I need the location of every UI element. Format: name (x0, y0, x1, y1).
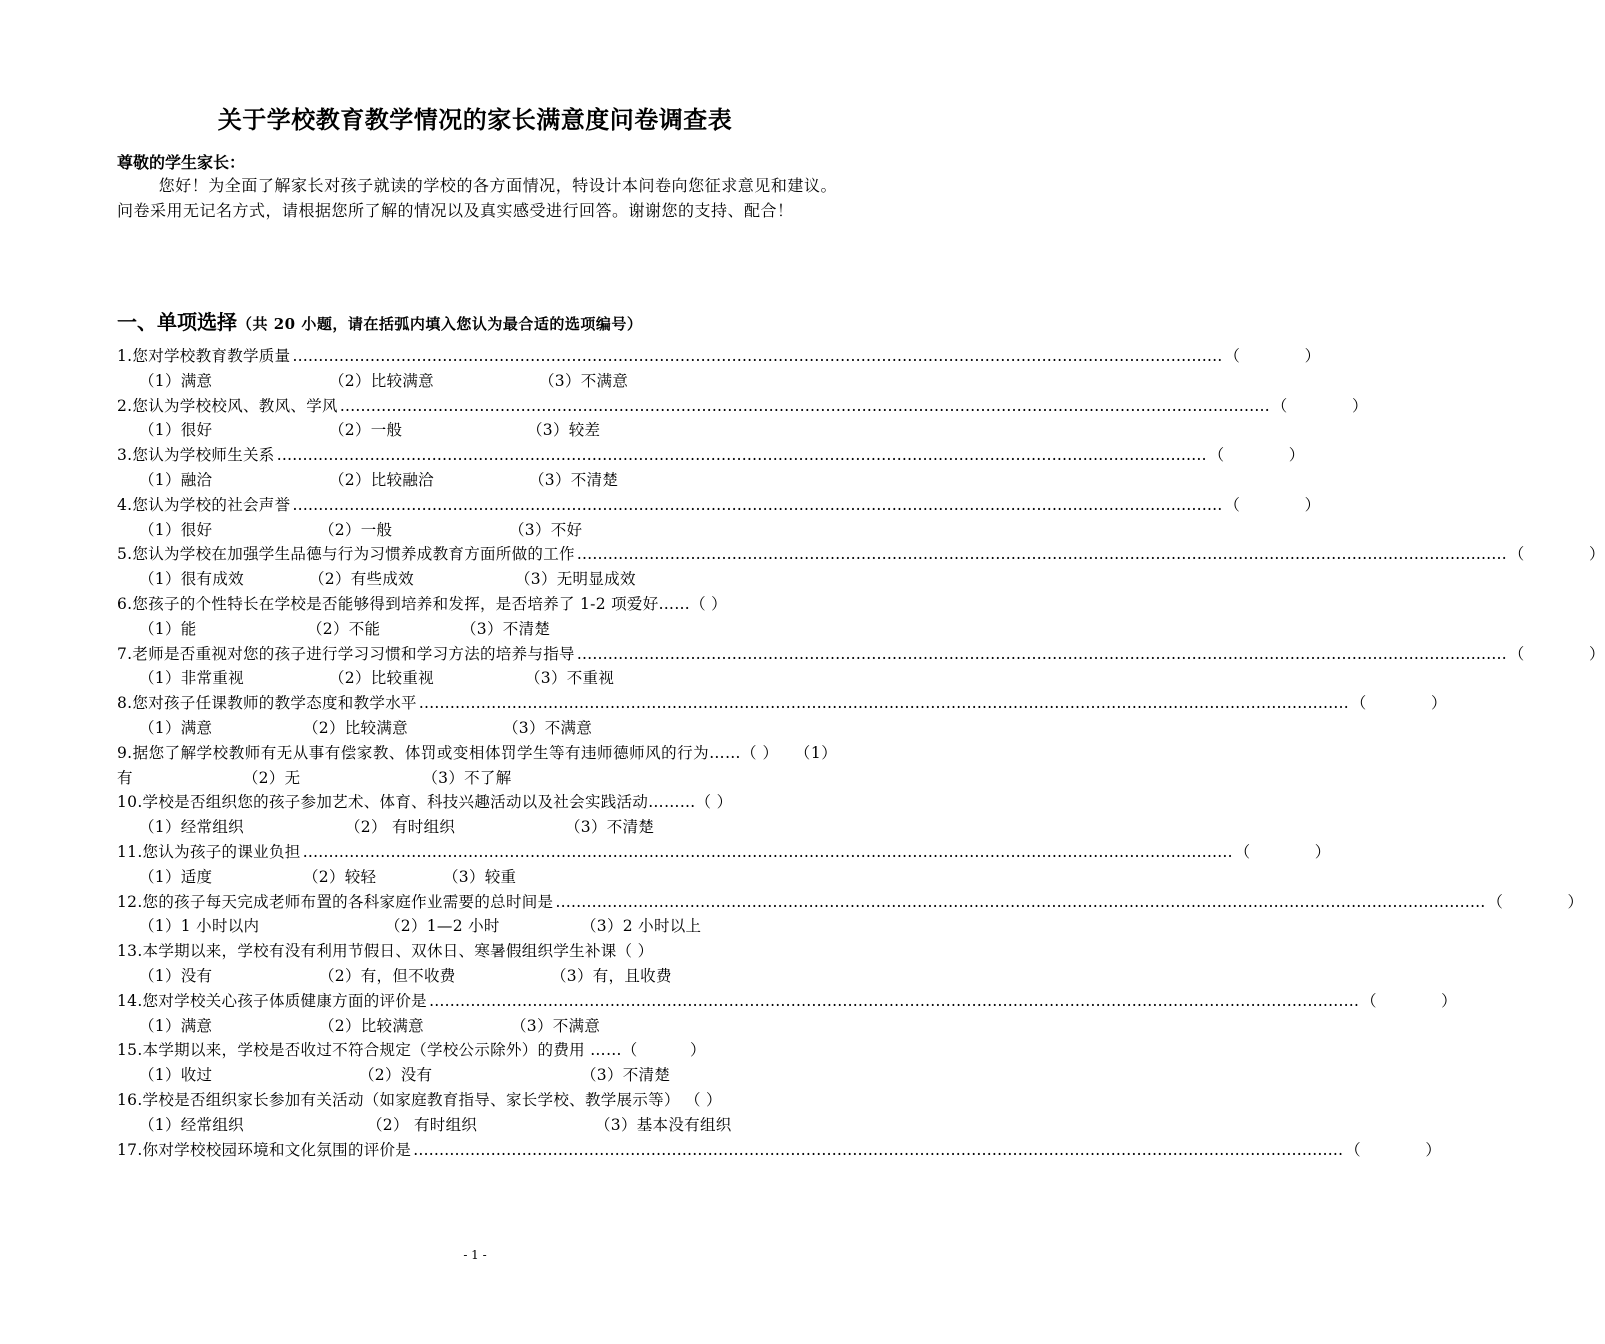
question-11 (117, 840, 1331, 890)
leader-dots: ……………………………………………………………………………………………………………………………………………………………… (292, 495, 1223, 514)
option: （3）不清楚 (565, 818, 655, 837)
option: （1）融洽 (139, 470, 213, 489)
question-10 (117, 790, 837, 840)
leader-dots: ……………………………………………………………………………………………………………………………………………………………… (555, 892, 1486, 911)
question-2 (117, 394, 1368, 444)
option: （1）非常重视 (139, 669, 244, 688)
option: （1）没有 (139, 966, 213, 985)
question-stem: 15.本学期以来，学校是否收过不符合规定（学校公示除外）的费用 …… (117, 1041, 622, 1060)
option: （2）比较满意 (329, 371, 434, 390)
answer-blank[interactable]: （ ） (1508, 545, 1605, 564)
option: （2）一般 (329, 421, 403, 440)
answer-blank[interactable]: （ ） (1508, 644, 1605, 663)
option: （2） 有时组织 (367, 1115, 478, 1134)
question-stem: 6.您孩子的个性特长在学校是否能够得到培养和发挥，是否培养了 1-2 项爱好……（ ） (117, 594, 727, 613)
salutation: 尊敬的学生家长： (117, 153, 246, 172)
option: （3）不满意 (511, 1016, 601, 1035)
option: （2）比较满意 (319, 1016, 424, 1035)
question-stem: 5.您认为学校在加强学生品德与行为习惯养成教育方面所做的工作 (117, 545, 575, 564)
question-3 (117, 443, 1305, 493)
option: （1）能 (139, 619, 197, 638)
question-stem: 4.您认为学校的社会声誉 (117, 495, 291, 514)
answer-blank[interactable]: （ ） (1208, 446, 1305, 465)
question-16 (117, 1088, 837, 1138)
answer-blank[interactable]: （ ） (1271, 396, 1368, 415)
option: （2）1—2 小时 (385, 917, 500, 936)
answer-blank[interactable]: （ ） (1224, 495, 1321, 514)
question-stem: 16.学校是否组织家长参加有关活动（如家庭教育指导、家长学校、教学展示等） （ ） (117, 1090, 722, 1109)
answer-blank[interactable]: （ ） (1345, 1140, 1442, 1159)
option: （2）比较满意 (303, 718, 408, 737)
option: （1）收过 (139, 1066, 213, 1085)
question-stem: 17.你对学校校园环境和文化氛围的评价是 (117, 1140, 412, 1159)
question-stem: 9.据您了解学校教师有无从事有偿家教、体罚或变相体罚学生等有违师德师风的行为……（ ） （1）有 （2）无 （3）不了解 (117, 743, 837, 787)
leader-dots: ……………………………………………………………………………………………………………………………………………………………… (413, 1140, 1344, 1159)
option: （1）有 (117, 743, 837, 787)
leader-dots: ……………………………………………………………………………………………………………………………………………………………… (302, 842, 1233, 861)
question-17 (117, 1138, 1442, 1163)
question-stem: 10.学校是否组织您的孩子参加艺术、体育、科技兴趣活动以及社会实践活动………（ ） (117, 793, 733, 812)
question-12 (117, 890, 1584, 940)
leader-dots: ……………………………………………………………………………………………………………………………………………………………… (276, 446, 1207, 465)
leader-dots: ……………………………………………………………………………………………………………………………………………………………… (292, 347, 1223, 365)
question-stem: 2.您认为学校校风、教风、学风 (117, 396, 338, 415)
option: （2）没有 (359, 1066, 433, 1085)
option: （3）不重视 (525, 669, 615, 688)
option: （3）有，且收费 (551, 966, 672, 985)
section-heading (117, 308, 847, 338)
question-14 (117, 989, 1457, 1039)
answer-blank[interactable]: （ ） (1224, 347, 1321, 365)
leader-dots: ……………………………………………………………………………………………………………………………………………………………… (418, 694, 1349, 713)
option: （2）比较重视 (329, 669, 434, 688)
section-note: （共 20 小题，请在括弧内填入您认为最合适的选项编号） (237, 315, 643, 333)
question-stem: 13.本学期以来，学校有没有利用节假日、双休日、寒暑假组织学生补课（ ） (117, 942, 654, 961)
document-title: 关于学校教育教学情况的家长满意度问卷调查表 (217, 106, 733, 134)
option: （1）满意 (139, 718, 213, 737)
option: （2）有些成效 (309, 570, 414, 589)
option: （1）很好 (139, 421, 213, 440)
question-stem: 11.您认为孩子的课业负担 (117, 842, 301, 861)
question-5 (117, 542, 1605, 592)
question-4 (117, 493, 1321, 543)
question-9 (117, 741, 837, 791)
option: （2）有，但不收费 (319, 966, 456, 985)
page-number: - 1 - (463, 1248, 487, 1262)
option: （1）很好 (139, 520, 213, 539)
option: （3）不满意 (503, 718, 593, 737)
option: （3）不清楚 (581, 1066, 671, 1085)
option: （3）较差 (527, 421, 601, 440)
option: （3）不好 (509, 520, 583, 539)
option: （2） 有时组织 (345, 818, 456, 837)
option: （2）比较融洽 (329, 470, 434, 489)
question-list (117, 344, 1605, 1162)
option: （2）较轻 (303, 867, 377, 886)
option: （1）1 小时以内 (139, 917, 260, 936)
leader-dots: ……………………………………………………………………………………………………………………………………………………………… (339, 396, 1270, 415)
answer-blank[interactable]: （ ） (1360, 991, 1457, 1010)
leader-dots: ……………………………………………………………………………………………………………………………………………………………… (576, 545, 1507, 564)
option: （3）不清楚 (529, 470, 619, 489)
question-7 (117, 642, 1605, 692)
option: （3）不清楚 (461, 619, 551, 638)
option: （3）不了解 (422, 768, 512, 787)
option: （3）较重 (443, 867, 517, 886)
question-6 (117, 592, 837, 642)
option: （1）很有成效 (139, 570, 244, 589)
answer-blank[interactable]: （ ） (1350, 694, 1447, 713)
intro-paragraph: 您好！为全面了解家长对孩子就读的学校的各方面情况，特设计本问卷向您征求意见和建议。问卷采用无记名方式，请根据您所了解的情况以及真实感受进行回答。谢谢您的支持、配合！ (117, 176, 837, 220)
question-15 (117, 1038, 837, 1088)
question-stem: 7.老师是否重视对您的孩子进行学习习惯和学习方法的培养与指导 (117, 644, 575, 663)
answer-blank[interactable]: （ ） (1487, 892, 1584, 911)
answer-blank[interactable]: （ ） (621, 1041, 706, 1060)
question-stem: 12.您的孩子每天完成老师布置的各科家庭作业需要的总时间是 (117, 892, 554, 911)
question-13 (117, 939, 837, 989)
question-stem: 8.您对孩子任课教师的教学态度和教学水平 (117, 694, 417, 713)
answer-blank[interactable]: （ ） (1234, 842, 1331, 861)
option: （1）经常组织 (139, 1115, 244, 1134)
option: （1）经常组织 (139, 818, 244, 837)
leader-dots: ……………………………………………………………………………………………………………………………………………………………… (576, 644, 1507, 663)
option: （2）不能 (307, 619, 381, 638)
option: （2）一般 (319, 520, 393, 539)
option: （2）无 (242, 768, 301, 787)
option: （3）无明显成效 (515, 570, 636, 589)
question-stem: 3.您认为学校师生关系 (117, 446, 275, 465)
question-stem: 14.您对学校关心孩子体质健康方面的评价是 (117, 991, 427, 1010)
option: （3）2 小时以上 (581, 917, 702, 936)
question-stem: 1.您对学校教育教学质量 (117, 347, 291, 365)
option: （1）满意 (139, 1016, 213, 1035)
option: （1）满意 (139, 371, 213, 390)
section-title: 一、单项选择 (117, 310, 237, 334)
option: （3）基本没有组织 (595, 1115, 732, 1134)
option: （1）适度 (139, 867, 213, 886)
leader-dots: ……………………………………………………………………………………………………………………………………………………………… (428, 991, 1359, 1010)
question-1 (117, 344, 1321, 394)
option: （3）不满意 (539, 371, 629, 390)
question-8 (117, 691, 1447, 741)
